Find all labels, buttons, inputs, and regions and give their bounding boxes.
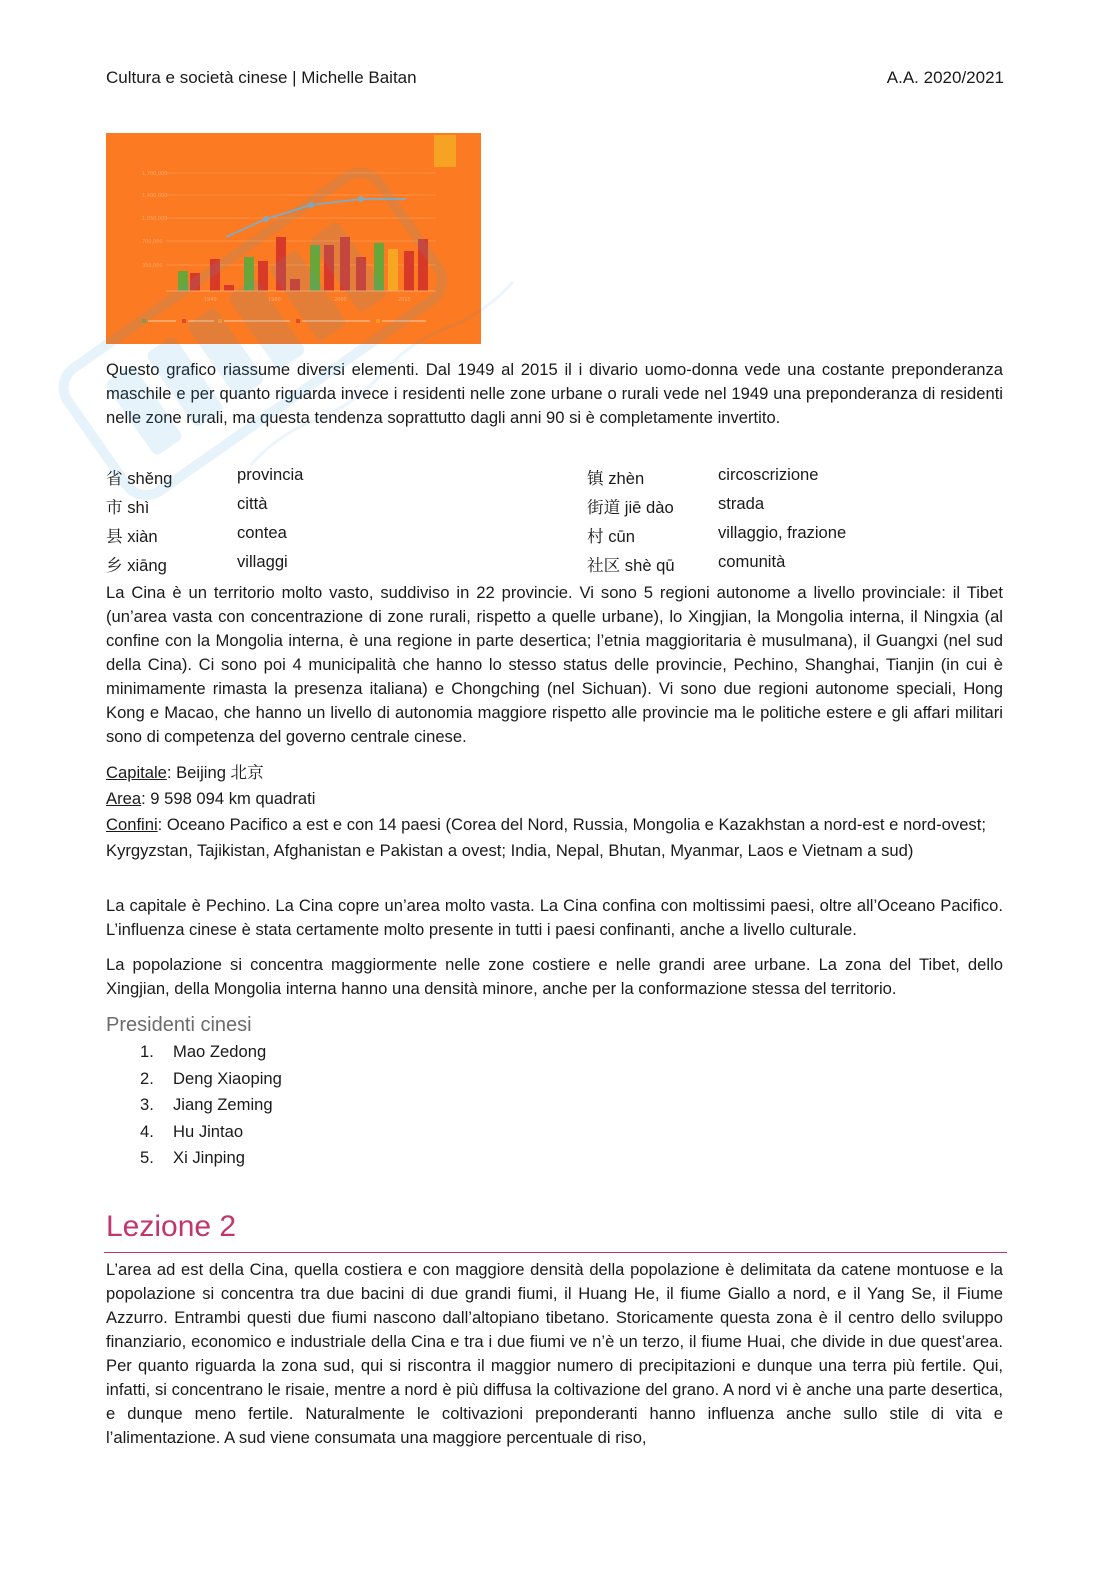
svg-text:1949: 1949 bbox=[204, 297, 217, 303]
president-name: Deng Xiaoping bbox=[173, 1068, 282, 1088]
glossary-meaning: villaggi bbox=[237, 552, 288, 571]
fact-label: Capitale bbox=[106, 763, 167, 782]
lesson-title: Lezione 2 bbox=[106, 1210, 237, 1243]
glossary-row bbox=[106, 465, 1003, 494]
glossary-meaning: circoscrizione bbox=[718, 465, 819, 484]
glossary-row bbox=[106, 552, 1003, 581]
list-number: 5. bbox=[140, 1148, 154, 1167]
president-name: Xi Jinping bbox=[173, 1148, 245, 1167]
president-name: Jiang Zeming bbox=[173, 1095, 273, 1114]
fact-label: Confini bbox=[106, 815, 158, 834]
glossary-row bbox=[106, 523, 1003, 552]
glossary-meaning: città bbox=[237, 494, 268, 513]
svg-text:1,700,000: 1,700,000 bbox=[142, 171, 168, 177]
list-number: 3. bbox=[140, 1095, 154, 1114]
glossary-meaning: provincia bbox=[237, 465, 304, 484]
glossary-meaning: villaggio, frazione bbox=[718, 523, 847, 542]
provinces-paragraph: La Cina è un territorio molto vasto, suddiviso in 22 provincie. Vi sono 5 regioni autonome a livello provinciale: il Tibet (un’area vasta con concentrazione di zone rurali, rispetto a quelle urbane), lo Xingjian, la Mongolia interna, il Ningxia (al confine con la Mongolia interna, è una regione in parte desertica; l’etnia maggioritaria è musulmana), il Guangxi (nel sud della Cina). Ci sono poi 4 municipalità che hanno lo stesso status delle provincie, Pechino, Shanghai, Tianjin (in cui è minimamente rimasta la presenza italiana) e Chongching (nel Sichuan). Vi sono due regioni autonome speciali, Hong Kong e Macao, che hanno un livello di autonomia maggiore rispetto alle provincie ma le politiche estere e gli affari militari sono di competenza del governo centrale cinese. bbox=[106, 583, 1003, 746]
svg-text:350,000: 350,000 bbox=[142, 263, 163, 269]
svg-text:700,000: 700,000 bbox=[142, 239, 163, 245]
fact-label: Area bbox=[106, 789, 142, 808]
svg-text:1,400,000: 1,400,000 bbox=[142, 193, 168, 199]
svg-text:1980: 1980 bbox=[268, 297, 281, 303]
glossary-term: 街道 jiē dào bbox=[587, 498, 674, 517]
header-course-author: Cultura e società cinese | Michelle Baitan bbox=[106, 68, 417, 87]
glossary-term: 省 shěng bbox=[106, 469, 173, 488]
fact-value: : Beijing 北京 bbox=[166, 763, 264, 782]
svg-text:2000: 2000 bbox=[334, 297, 347, 303]
chart-graphic bbox=[106, 133, 481, 344]
glossary-term: 乡 xiāng bbox=[106, 556, 167, 575]
fact-value: : 9 598 094 km quadrati bbox=[141, 789, 316, 808]
header-academic-year: A.A. 2020/2021 bbox=[886, 68, 1004, 87]
country-facts bbox=[106, 760, 1003, 864]
geography-paragraph: L’area ad est della Cina, quella costiera e con maggiore densità della popolazione è delimitata da catene montuose e la popolazione si concentra tra due bacini di due grandi fiumi, il Huang He, il fiume Giallo a nord, e il Yang Se, il Fiume Azzurro. Entrambi questi due fiumi nascono dall’altopiano tibetano. Storicamente questa zona è il centro dello sviluppo finanziario, economico e industriale della Cina e tra i due fiumi ve n’è un terzo, il fiume Huai, che divide in due quest’area. Per quanto riguarda la zona sud, qui si riscontra il maggior numero di precipitazioni e dunque una terra più fertile. Qui, infatti, si concentrano le risaie, mentre a nord è più diffusa la coltivazione del grano. A nord vi è anche una parte desertica, e dunque meno fertile. Naturalmente le coltivazioni preponderanti hanno influenza anche sullo stile di vita e l’alimentazione. A sud viene consumata una maggiore percentuale di riso, bbox=[106, 1260, 1003, 1447]
glossary-meaning: strada bbox=[718, 494, 765, 513]
glossary-term: 市 shì bbox=[106, 498, 150, 517]
glossary-term: 村 cūn bbox=[587, 527, 635, 546]
svg-text:2015: 2015 bbox=[398, 297, 411, 303]
glossary-row bbox=[106, 494, 1003, 523]
population-paragraph: La popolazione si concentra maggiormente nelle zone costiere e nelle grandi aree urbane. La zona del Tibet, dello Xingjian, della Mongolia interna hanno una densità minore, anche per la conformazione stessa del territorio. bbox=[106, 955, 1003, 998]
capital-paragraph: La capitale è Pechino. La Cina copre un’area molto vasta. La Cina confina con moltissimi paesi, oltre all’Oceano Pacifico. L’influenza cinese è stata certamente molto presente in tutti i paesi confinanti, anche a livello culturale. bbox=[106, 896, 1003, 939]
fact-capital bbox=[106, 760, 1003, 786]
list-number: 2. bbox=[140, 1068, 154, 1088]
glossary-term: 镇 zhèn bbox=[587, 469, 645, 488]
president-name: Hu Jintao bbox=[173, 1121, 244, 1141]
glossary-term: 社区 shè qū bbox=[587, 556, 675, 575]
list-number: 1. bbox=[140, 1042, 154, 1061]
fact-area bbox=[106, 786, 1003, 812]
glossary-meaning: comunità bbox=[718, 552, 786, 571]
heading-divider bbox=[104, 1252, 1007, 1253]
population-chart-image bbox=[106, 133, 481, 344]
svg-text:1,050,000: 1,050,000 bbox=[142, 216, 168, 222]
glossary-meaning: contea bbox=[237, 523, 287, 542]
fact-borders bbox=[106, 812, 1003, 864]
president-name: Mao Zedong bbox=[173, 1042, 267, 1061]
administrative-terms-table bbox=[106, 465, 1003, 581]
list-number: 4. bbox=[140, 1121, 154, 1141]
chart-description-paragraph: Questo grafico riassume diversi elementi. Dal 1949 al 2015 il i divario uomo-donna vede una costante preponderanza maschile e per quanto riguarda invece i residenti nelle zone urbane o rurali vede nel 1949 una preponderanza di residenti nelle zone rurali, ma questa tendenza soprattutto dagli anni 90 si è completamente invertito. bbox=[106, 360, 1003, 427]
presidents-heading: Presidenti cinesi bbox=[106, 1014, 252, 1036]
glossary-term: 县 xiàn bbox=[106, 527, 158, 546]
fact-value: : Oceano Pacifico a est e con 14 paesi (Corea del Nord, Russia, Mongolia e Kazakhstan a nord-est e nord-ovest; Kyrgyzstan, Tajikistan, Afghanistan e Pakistan a ovest; India, Nepal, Bhutan, Myanmar, Laos e Vietnam a sud) bbox=[106, 815, 986, 860]
